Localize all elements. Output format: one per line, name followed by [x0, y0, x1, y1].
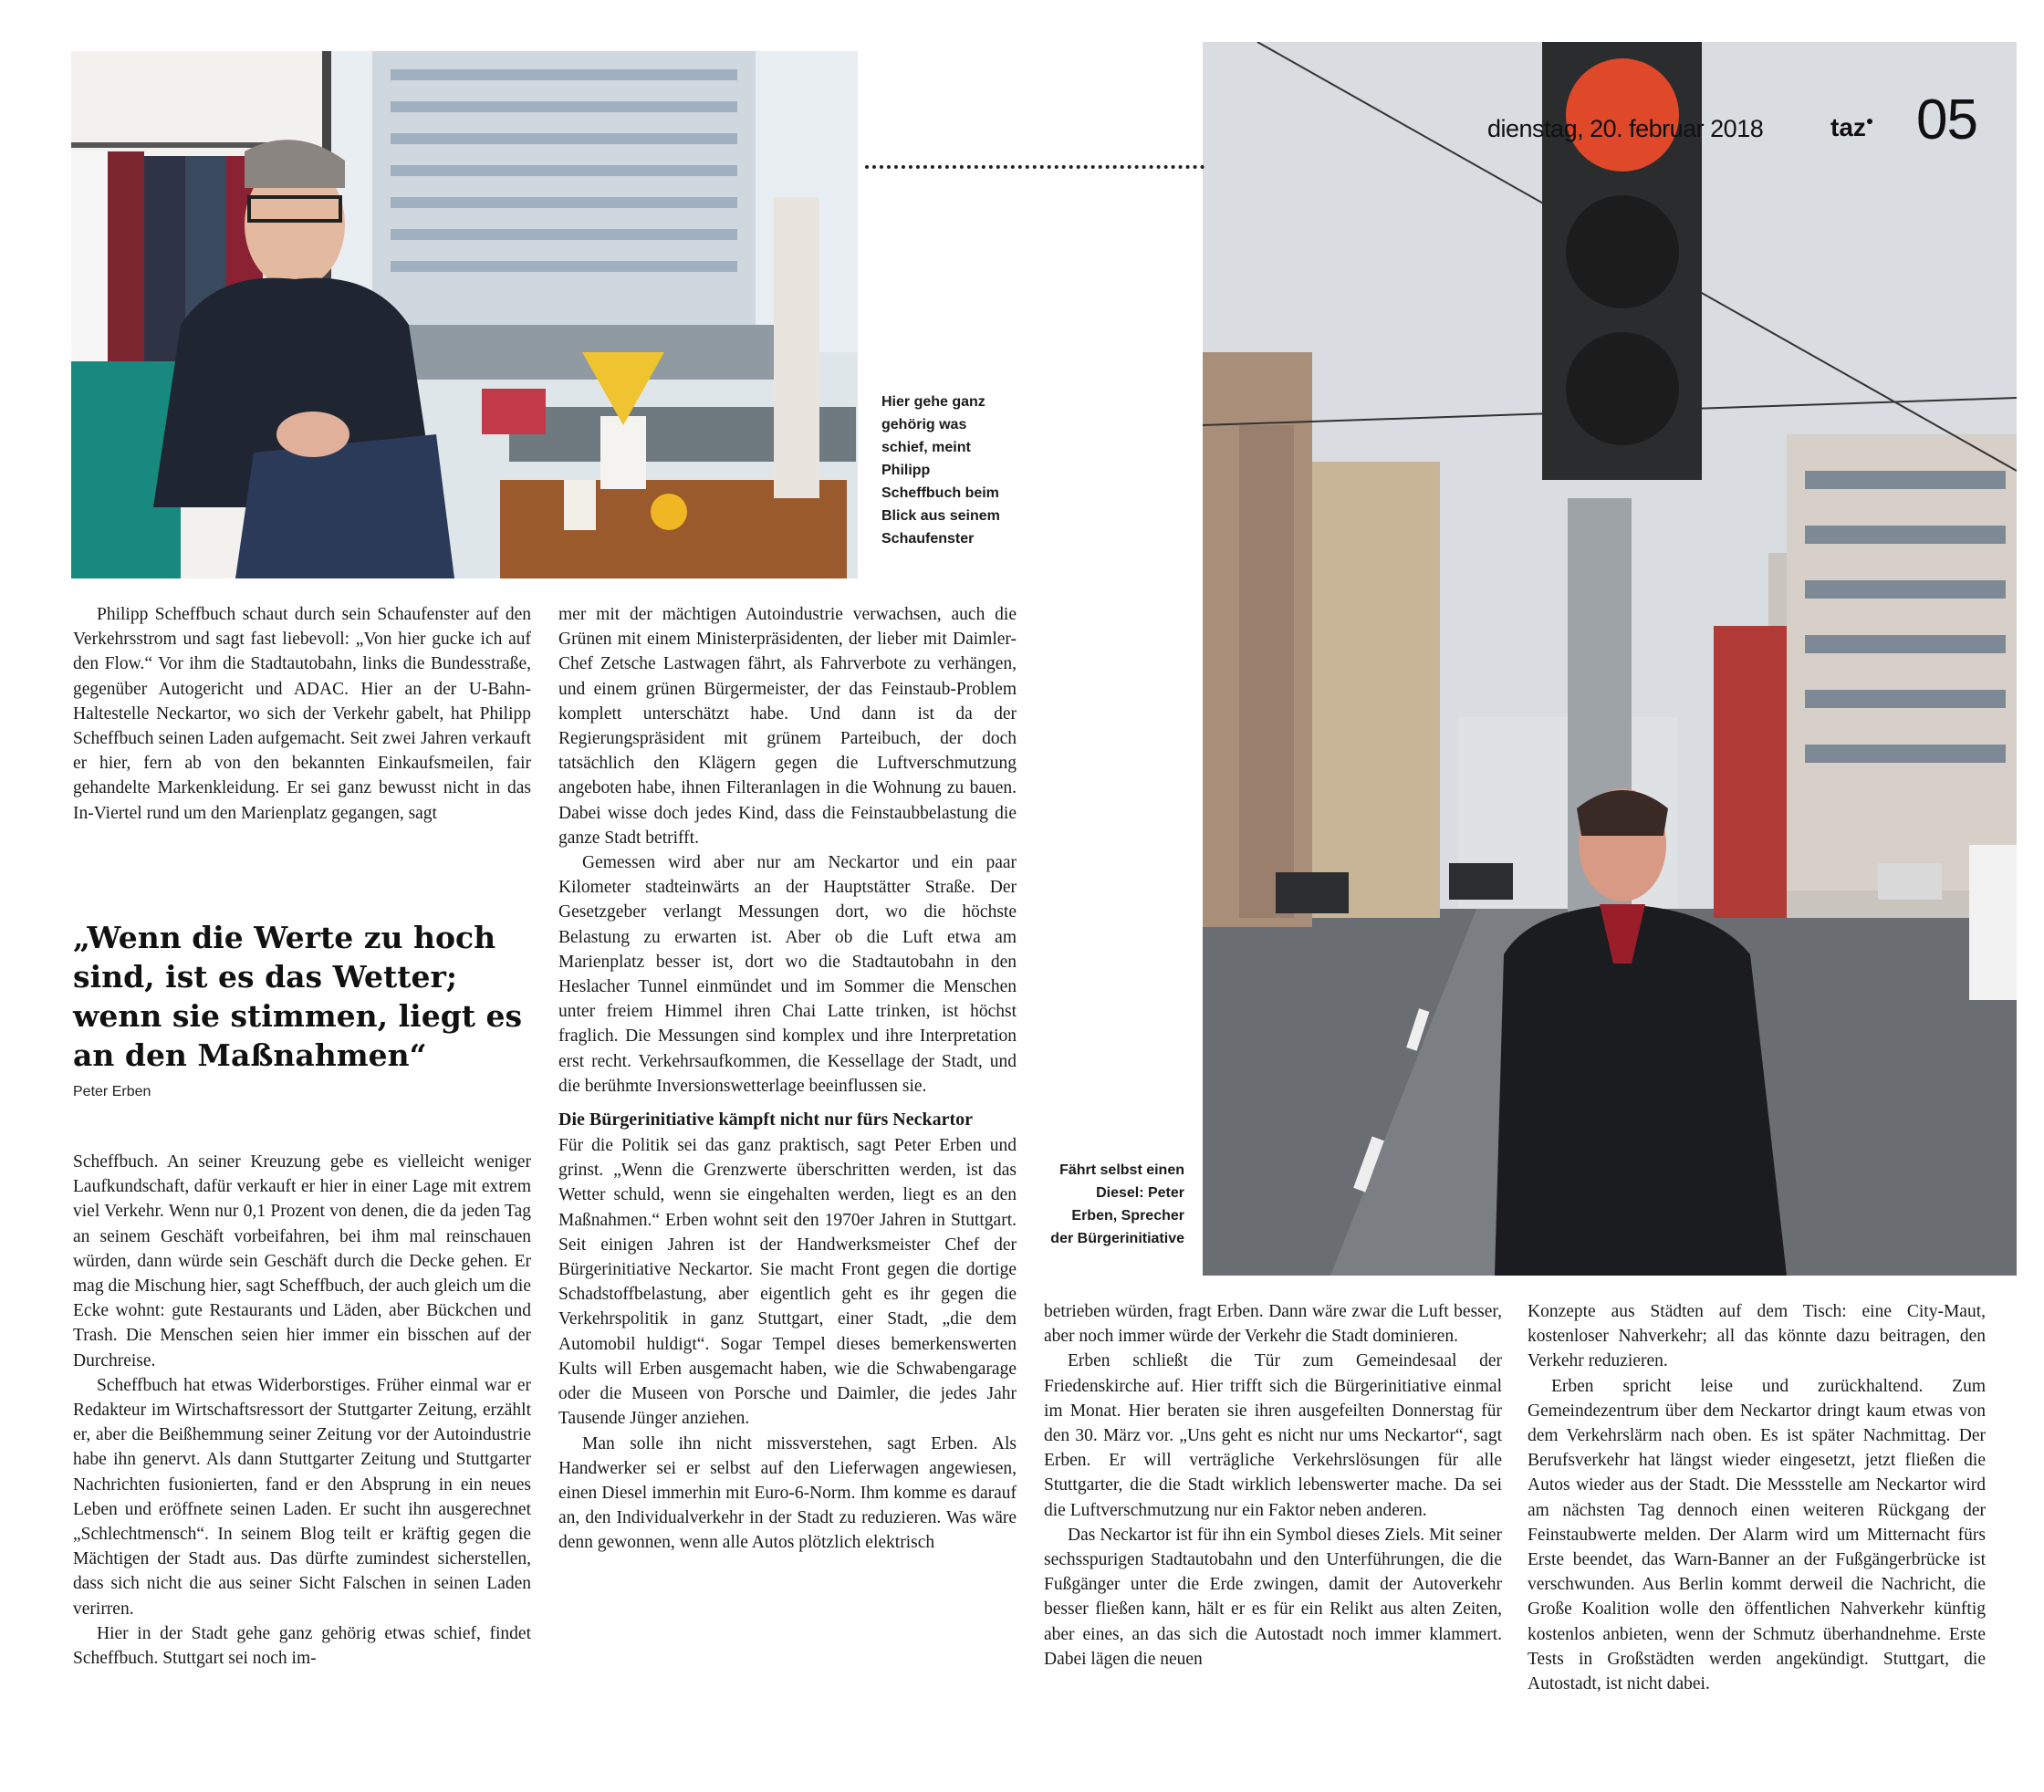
photo-shop-interior — [71, 51, 858, 578]
caption-right-photo: Fährt selbst einen Diesel: Peter Erben, Sprecher der Bürgerinitiative — [1050, 1162, 1184, 1246]
pull-quote-author: Peter Erben — [73, 1084, 151, 1099]
paragraph: Gemessen wird aber nur am Neckartor und ein paar Kilometer stadteinwärts an der Hauptstätter Straße. Der Gesetzgeber verlangt Messungen dort, wo die höchste Belastung zu erwarten ist. Aber ob die Luft etwa am Marienplatz besser ist, dort wo die Stadtautobahn in den Heslacher Tunnel einmündet und im Sommer die Menschen unter freiem Himmel ihren Chai Latte trinken, ist höchst fraglich. Die Messungen sind komplex und ihre Interpretation erst recht. Verkehrsaufkommen, die Kessellage der Stadt, und die berühmte Inversionswetterlage beeinflussen sie. — [558, 853, 1017, 1096]
pull-quote: „Wenn die Werte zu hoch sind, ist es das Wetter; wenn sie stimmen, liegt es an den Maßnahmen“ — [73, 920, 523, 1073]
paragraph: Man solle ihn nicht missverstehen, sagt Erben. Als Handwerker sei er selbst auf den Lieferwagen angewiesen, einen Diesel immerhin mit Euro-6-Norm. Ihm komme es darauf an, den Individualverkehr in der Stadt zu reduzieren. Was wäre denn gewonnen, wenn alle Autos plötzlich elektrisch — [558, 1433, 1017, 1553]
page-number: 05 — [1916, 89, 1977, 151]
column-1-top — [73, 602, 531, 826]
shop-interior-image — [71, 51, 858, 578]
paragraph: Philipp Scheffbuch schaut durch sein Schaufenster auf den Verkehrsstrom und sagt fast liebevoll: „Von hier gucke ich auf den Flow.“ Vor ihm die Stadtautobahn, links die Bundesstraße, gegenüber Autogericht und ADAC. Hier an der U-Bahn-Haltestelle Neckartor, wo sich der Verkehr gabelt, hat Philipp Scheffbuch seinen Laden aufgemacht. Seit zwei Jahren verkauft er hier, fern ab von den bekannten Einkaufsmeilen, fair gehandelte Markenkleidung. Er sei ganz bewusst nicht in das In-Viertel rund um den Marienplatz gegangen, sagt — [73, 605, 531, 823]
column-2 — [558, 602, 1017, 1556]
column-1-bottom — [73, 1150, 531, 1671]
paper-name-text: taz — [1830, 113, 1866, 141]
taz-logo-dot-icon: ● — [1865, 113, 1874, 128]
paragraph: betrieben würden, fragt Erben. Dann wäre zwar die Luft besser, aber noch immer würde der Verkehr die Stadt dominieren. — [1044, 1302, 1502, 1347]
header-paper-name — [1830, 113, 1873, 142]
column-3 — [1044, 1299, 1502, 1672]
dotted-divider — [865, 165, 1204, 169]
column-4 — [1528, 1299, 1986, 1696]
photo-traffic-light-street — [1203, 42, 2017, 1276]
paragraph: Hier in der Stadt gehe ganz gehörig etwas schief, findet Scheffbuch. Stuttgart sei noch im- — [73, 1623, 531, 1669]
paragraph: Scheffbuch hat etwas Widerborstiges. Früher einmal war er Redakteur im Wirtschaftsressort der Stuttgarter Zeitung, erzählt er, aber die Beißhemmung seiner Zeitung vor der Autoindustrie habe ihn genervt. Als dann Stuttgarter Zeitung und Stuttgarter Nachrichten fusionierten, fand er den Absprung in ein neues Leben und eröffnete seinen Laden. Er sucht ihn ausgerechnet „Schlechtmensch“. In seinem Blog teilt er kräftig gegen die Mächtigen der Stadt aus. Das dürfte zumindest sicherstellen, dass sich nicht die aus seiner Sicht Falschen in seinen Laden verirren. — [73, 1375, 531, 1619]
header-date: dienstag, 20. februar 2018 — [1487, 115, 1764, 142]
street-scene-image — [1203, 42, 2017, 1276]
caption-left-photo: Hier gehe ganz gehörig was schief, meint Philipp Scheffbuch beim Blick aus seinem Schaufenster — [881, 394, 1000, 547]
paragraph: Scheffbuch. An seiner Kreuzung gebe es vielleicht weniger Laufkundschaft, dafür verkauft er hier in einer Lage mit extrem viel Verkehr. Wenn nur 0,1 Prozent von denen, die da jeden Tag an seinem Geschäft vorbeifahren, bei ihm mal reinschauen würden, dann würde sein Geschäft durch die Decke gehen. Er mag die Mischung hier, sagt Scheffbuch, der auch gleich um die Ecke wohnt: gute Restaurants und Läden, aber Bückchen und Trash. Die Menschen seien hier immer ein bisschen auf der Durchreise. — [73, 1152, 531, 1370]
paragraph: Das Neckartor ist für ihn ein Symbol dieses Ziels. Mit seiner sechsspurigen Stadtautobahn und den Unterführungen, die die Fußgänger unter die Erde zwingen, damit der Autoverkehr besser fließen kann, hält er es für ein Relikt aus alten Zeiten, aber eines, an das sich die Autostadt noch immer klammert. Dabei lägen die neuen — [1044, 1525, 1502, 1669]
paragraph: Für die Politik sei das ganz praktisch, sagt Peter Erben und grinst. „Wenn die Grenzwerte überschritten werden, ist das Wetter schuld, wenn sie eingehalten werden, liegt es an den Maßnahmen.“ Erben wohnt seit den 1970er Jahren in Stuttgart. Seit einigen Jahren ist der Handwerksmeister Chef der Bürgerinitiative Neckartor. Sie macht Front gegen die dortige Schadstoffbelastung, aber eigentlich geht es ihr gegen die Verkehrspolitik in ganz Stuttgart, einer Stadt, „die dem Automobil huldigt“. Sogar Tempel dieses bemerkenswerten Kults will Erben ausgemacht haben, wie die Schwabengarage oder die Museen von Porsche und Daimler, die jedes Jahr Tausende Jünger anziehen. — [558, 1136, 1017, 1429]
subheading: Die Bürgerinitiative kämpft nicht nur fürs Neckartor — [558, 1110, 974, 1130]
paragraph: Erben schließt die Tür zum Gemeindesaal der Friedenskirche auf. Hier trifft sich die Bürgerinitiative einmal im Monat. Hier beraten sie ihren ausgefeilten Donnerstag für den 30. März vor. „Uns geht es nicht nur ums Neckartor“, sagt Erben. Er will verträgliche Verkehrslösungen für alle Stuttgarter, die die Stadt wirklich lebenswerter mache. Da sei die Luftverschmutzung nur ein Faktor neben anderen. — [1044, 1351, 1502, 1520]
paragraph: Erben spricht leise und zurückhaltend. Zum Gemeindezentrum über dem Neckartor dringt kaum etwas von dem Verkehrslärm nach oben. Es ist später Nachmittag. Der Berufsverkehr hat längst wieder eingesetzt, jetzt fließen die Autos wieder aus der Stadt. Die Messstelle am Neckartor wird am nächsten Tag dennoch einen weiteren Rückgang der Feinstaubwerte melden. Der Alarm wird um Mitternacht fürs Erste beendet, das Warn-Banner an der Fußgängerbrücke ist verschwunden. Aus Berlin kommt derweil die Nachricht, die Große Koalition wolle den öffentlichen Nahverkehr künftig kostenlos anbieten, wenn der Schmutz überhandnehme. Erste Tests in Großstädten werden angekündigt. Stuttgart, die Autostadt, ist nicht dabei. — [1528, 1376, 1986, 1694]
paragraph: Konzepte aus Städten auf dem Tisch: eine City-Maut, kostenloser Nahverkehr; all das könnte dazu beitragen, den Verkehr reduzieren. — [1528, 1302, 1986, 1371]
paragraph: mer mit der mächtigen Autoindustrie verwachsen, auch die Grünen mit einem Ministerpräsidenten, der lieber mit Daimler-Chef Zetsche Lastwagen fährt, als Fahrverbote zu verhängen, und einem grünen Bürgermeister, der das Feinstaub-Problem komplett unterschätzt habe. Und dann ist da der Regierungspräsident mit grünem Parteibuch, der doch tatsächlich den Klägern gegen die Luftverschmutzung angeboten habe, ihnen Filteranlagen in die Wohnung zu bauen. Dabei wisse doch jedes Kind, dass die Feinstaubbelastung die ganze Stadt betrifft. — [558, 605, 1017, 848]
